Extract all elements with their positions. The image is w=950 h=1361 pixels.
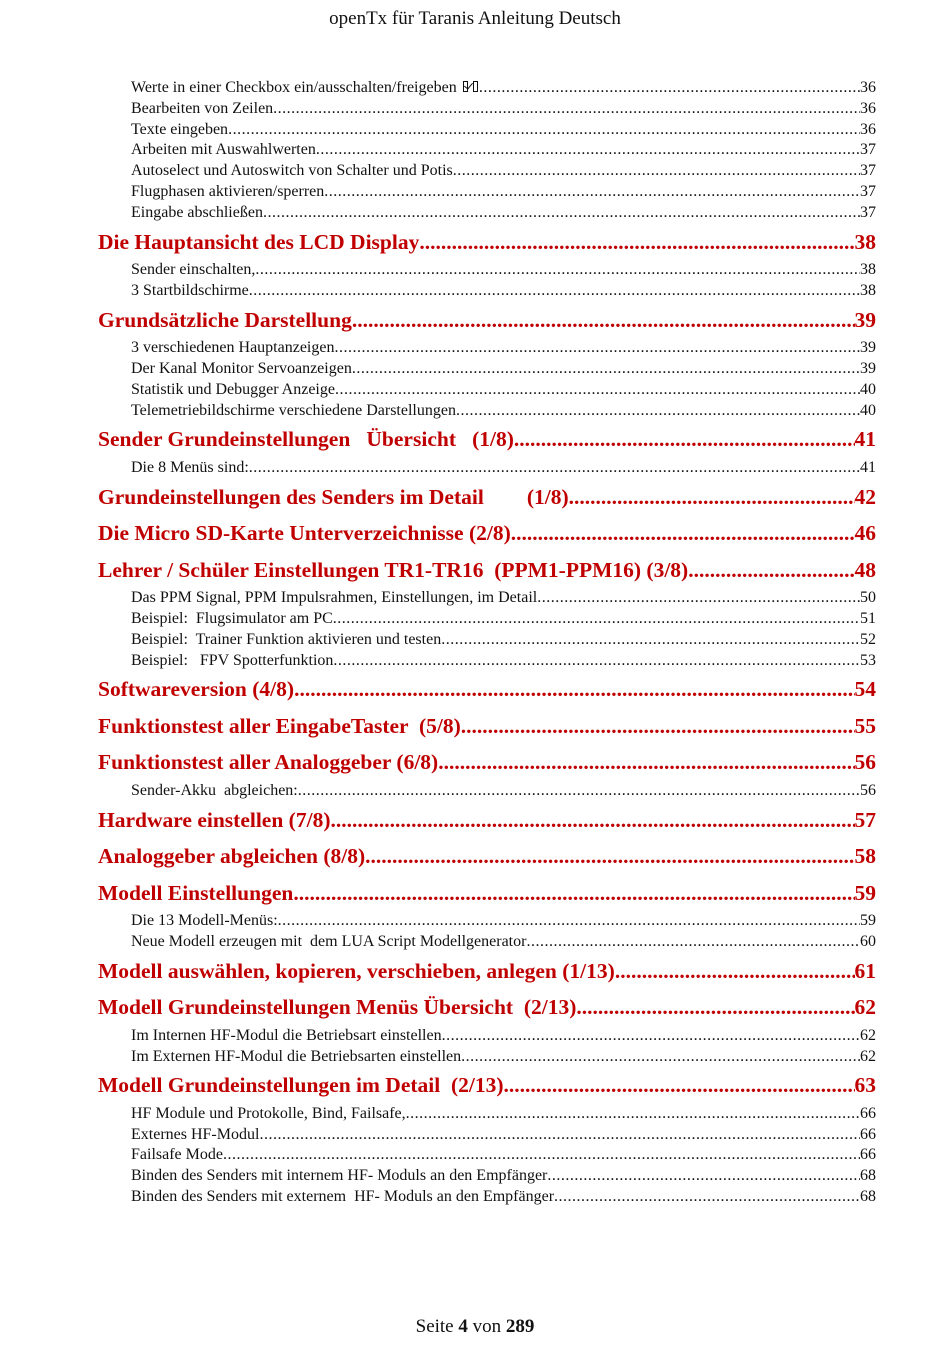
toc-entry-page: 39 — [860, 339, 876, 357]
toc-entry-page: 52 — [860, 630, 876, 648]
toc-leader — [569, 479, 855, 516]
toc-entry[interactable] — [131, 140, 876, 161]
toc-entry[interactable] — [131, 911, 876, 932]
page-footer — [0, 1316, 950, 1338]
toc-entry-page: 62 — [860, 1047, 876, 1065]
toc-entry[interactable] — [131, 161, 876, 182]
toc-chapter[interactable] — [98, 708, 876, 745]
toc-leader — [249, 281, 860, 302]
toc-chapter[interactable] — [98, 302, 876, 339]
toc-chapter-page: 58 — [854, 844, 876, 869]
toc-entry[interactable] — [131, 182, 876, 203]
toc-entry-page: 38 — [860, 281, 876, 299]
toc-entry-title: Die 13 Modell-Menüs: — [131, 912, 278, 930]
toc-leader — [419, 224, 854, 261]
toc-chapter-title: Analoggeber abgleichen (8/8) — [98, 844, 366, 869]
toc-leader — [526, 932, 860, 953]
toc-chapter[interactable] — [98, 875, 876, 912]
toc-entry[interactable] — [131, 203, 876, 224]
toc-leader — [316, 140, 860, 161]
toc-chapter-title: Lehrer / Schüler Einstellungen TR1-TR16 (PPM1-PPM16) (3/8) — [98, 557, 689, 582]
toc-chapter-page: 56 — [854, 750, 876, 775]
toc-entry-title: Bearbeiten von Zeilen — [131, 99, 274, 117]
toc-chapter-title: Grundeinstellungen des Senders im Detail (1/8) — [98, 484, 569, 509]
toc-entry-title: Binden des Senders mit externem HF- Moduls an den Empfänger — [131, 1188, 555, 1206]
toc-chapter-title: Modell Grundeinstellungen Menüs Übersicht (2/13) — [98, 995, 577, 1020]
toc-leader — [442, 1026, 860, 1047]
toc-entry-page: 40 — [860, 401, 876, 419]
toc-chapter-page: 41 — [854, 427, 876, 452]
toc-leader — [615, 953, 855, 990]
toc-entry[interactable] — [131, 651, 876, 672]
toc-chapter-page: 48 — [854, 557, 876, 582]
toc-chapter-page: 39 — [854, 307, 876, 332]
toc-entry[interactable] — [131, 120, 876, 141]
toc-leader — [333, 609, 860, 630]
toc-chapter-page: 61 — [854, 958, 876, 983]
toc-chapter[interactable] — [98, 1067, 876, 1104]
toc-leader — [273, 99, 860, 120]
toc-chapter[interactable] — [98, 421, 876, 458]
toc-chapter[interactable] — [98, 953, 876, 990]
toc-entry[interactable] — [131, 932, 876, 953]
toc-leader — [352, 302, 855, 339]
toc-entry-page: 36 — [860, 99, 876, 117]
toc-leader — [293, 875, 854, 912]
toc-leader — [335, 380, 860, 401]
toc-leader — [688, 552, 854, 589]
toc-entry-page: 37 — [860, 203, 876, 221]
toc-chapter[interactable] — [98, 515, 876, 552]
toc-entry-page: 51 — [860, 609, 876, 627]
toc-entry[interactable] — [131, 588, 876, 609]
toc-leader — [438, 744, 854, 781]
toc-entry-title: Werte in einer Checkbox ein/ausschalten/freigeben — [131, 79, 457, 96]
footer-page-number: 4 — [458, 1316, 468, 1337]
toc-entry[interactable] — [131, 458, 876, 479]
toc-entry-title: 3 Startbildschirme — [131, 281, 249, 299]
toc-leader — [352, 359, 860, 380]
toc-entry[interactable] — [131, 1047, 876, 1068]
toc-leader — [554, 1187, 860, 1208]
toc-entry[interactable] — [131, 338, 876, 359]
toc-entry[interactable] — [131, 380, 876, 401]
toc-entry-title: Texte eingeben — [131, 120, 229, 138]
toc-leader — [461, 1047, 860, 1068]
toc-leader — [406, 1104, 860, 1125]
toc-chapter[interactable] — [98, 671, 876, 708]
toc-leader — [255, 260, 860, 281]
toc-entry-page: 41 — [860, 458, 876, 476]
toc-leader — [537, 588, 860, 609]
toc-entry-title: Autoselect und Autoswitch von Schalter und Potis — [131, 162, 453, 180]
toc-entry-page: 36 — [859, 79, 876, 96]
toc-chapter[interactable] — [98, 802, 876, 839]
toc-leader — [453, 161, 860, 182]
toc-chapter-title: Hardware einstellen (7/8) — [98, 807, 331, 832]
toc-entry-title: Telemetriebildschirme verschiedene Darstellungen — [131, 401, 456, 419]
toc-entry-title: Der Kanal Monitor Servoanzeigen — [131, 359, 352, 377]
toc-entry-title: Statistik und Debugger Anzeige — [131, 380, 335, 398]
toc-chapter-title: Modell Grundeinstellungen im Detail (2/13) — [98, 1073, 504, 1098]
toc-chapter-page: 42 — [854, 484, 876, 509]
toc-entry[interactable] — [131, 1145, 876, 1166]
toc-leader — [547, 1166, 860, 1187]
toc-entry-title: Im Internen HF-Modul die Betriebsart einstellen — [131, 1026, 442, 1044]
table-of-contents — [98, 78, 876, 1208]
toc-chapter-title: Grundsätzliche Darstellung — [98, 307, 352, 332]
toc-leader — [479, 78, 860, 99]
toc-chapter[interactable] — [98, 479, 876, 516]
toc-entry-title: Neue Modell erzeugen mit dem LUA Script Modellgenerator — [131, 932, 527, 950]
toc-entry[interactable] — [131, 1125, 876, 1146]
toc-entry-page: 66 — [860, 1104, 876, 1122]
toc-chapter-page: 46 — [854, 521, 876, 546]
toc-leader — [223, 1145, 860, 1166]
toc-entry-page: 37 — [860, 182, 876, 200]
toc-leader — [461, 708, 855, 745]
toc-leader — [514, 421, 855, 458]
toc-entry-title: Sender einschalten, — [131, 261, 256, 279]
toc-chapter-page: 38 — [854, 229, 876, 254]
toc-entry-title: Flugphasen aktivieren/sperren — [131, 182, 325, 200]
toc-chapter-page: 57 — [854, 807, 876, 832]
toc-entry-page: 68 — [860, 1188, 876, 1206]
toc-entry[interactable] — [131, 630, 876, 651]
toc-leader — [249, 458, 860, 479]
toc-entry-title: Externes HF-Modul — [131, 1125, 260, 1143]
toc-chapter[interactable] — [98, 552, 876, 589]
toc-entry[interactable] — [131, 281, 876, 302]
toc-entry-title: Binden des Senders mit internem HF- Moduls an den Empfänger — [131, 1167, 548, 1185]
toc-entry-title: Die 8 Menüs sind: — [131, 458, 249, 476]
toc-entry[interactable] — [131, 1104, 876, 1125]
toc-entry[interactable] — [131, 99, 876, 120]
toc-entry-page: 53 — [860, 651, 876, 669]
toc-chapter-page: 62 — [854, 995, 876, 1020]
toc-entry-title: Beispiel: Flugsimulator am PC — [131, 609, 333, 627]
checkbox-empty-icon — [473, 81, 478, 92]
toc-leader — [278, 911, 860, 932]
toc-entry-title: Beispiel: FPV Spotterfunktion — [131, 651, 334, 669]
toc-entry-page: 36 — [860, 120, 876, 138]
toc-entry[interactable] — [131, 359, 876, 380]
footer-prefix: Seite — [415, 1316, 454, 1337]
toc-leader — [504, 1067, 855, 1104]
toc-entry-title: Sender-Akku abgleichen: — [131, 781, 298, 799]
footer-mid: von — [472, 1316, 502, 1337]
toc-entry-title: 3 verschiedenen Hauptanzeigen — [131, 339, 335, 357]
toc-entry[interactable] — [131, 781, 876, 802]
toc-chapter[interactable] — [98, 224, 876, 261]
toc-leader — [511, 515, 855, 552]
toc-entry-page: 60 — [860, 932, 876, 950]
toc-entry-page: 66 — [860, 1125, 876, 1143]
toc-entry-title: Failsafe Mode — [131, 1146, 223, 1164]
toc-entry-page: 39 — [860, 359, 876, 377]
toc-entry-page: 50 — [860, 589, 876, 607]
toc-chapter[interactable] — [98, 838, 876, 875]
toc-entry-page: 59 — [860, 912, 876, 930]
toc-chapter-page: 55 — [854, 713, 876, 738]
toc-chapter-title: Modell auswählen, kopieren, verschieben, anlegen (1/13) — [98, 958, 615, 983]
toc-leader — [330, 802, 854, 839]
toc-leader — [263, 203, 860, 224]
toc-entry[interactable] — [131, 78, 876, 99]
toc-leader — [259, 1125, 860, 1146]
toc-chapter-title: Softwareversion (4/8) — [98, 677, 295, 702]
toc-chapter[interactable] — [98, 744, 876, 781]
toc-leader — [441, 630, 860, 651]
toc-leader — [365, 838, 854, 875]
toc-entry-title: Im Externen HF-Modul die Betriebsarten einstellen — [131, 1047, 462, 1065]
toc-entry[interactable] — [131, 1187, 876, 1208]
toc-leader — [228, 120, 860, 141]
toc-leader — [576, 989, 854, 1026]
toc-leader — [334, 338, 860, 359]
toc-entry[interactable] — [131, 1166, 876, 1187]
toc-chapter-title: Die Micro SD-Karte Unterverzeichnisse (2/8) — [98, 521, 511, 546]
toc-entry[interactable] — [131, 609, 876, 630]
toc-entry[interactable] — [131, 1026, 876, 1047]
toc-leader — [298, 781, 860, 802]
toc-chapter-title: Sender Grundeinstellungen Übersicht (1/8) — [98, 427, 514, 452]
toc-entry-page: 37 — [860, 141, 876, 159]
toc-entry-title: Beispiel: Trainer Funktion aktivieren und testen — [131, 630, 442, 648]
toc-chapter-page: 54 — [854, 677, 876, 702]
toc-chapter[interactable] — [98, 989, 876, 1026]
toc-entry-page: 62 — [860, 1026, 876, 1044]
toc-entry[interactable] — [131, 401, 876, 422]
toc-chapter-title: Funktionstest aller Analoggeber (6/8) — [98, 750, 439, 775]
toc-entry-title: Das PPM Signal, PPM Impulsrahmen, Einstellungen, im Detail — [131, 589, 538, 607]
toc-chapter-title: Die Hauptansicht des LCD Display — [98, 229, 420, 254]
toc-entry-title: HF Module und Protokolle, Bind, Failsafe, — [131, 1104, 406, 1122]
checkbox-checked-icon — [463, 81, 468, 92]
toc-entry-page: 37 — [860, 162, 876, 180]
toc-entry-title: Eingabe abschließen — [131, 203, 263, 221]
toc-leader — [333, 651, 860, 672]
toc-leader — [294, 671, 854, 708]
toc-chapter-page: 63 — [854, 1073, 876, 1098]
toc-entry-page: 66 — [860, 1146, 876, 1164]
toc-leader — [324, 182, 860, 203]
toc-entry-page: 40 — [860, 380, 876, 398]
toc-entry-page: 56 — [860, 781, 876, 799]
footer-total-pages: 289 — [505, 1316, 535, 1337]
toc-leader — [456, 401, 860, 422]
toc-chapter-title: Modell Einstellungen — [98, 880, 294, 905]
toc-entry[interactable] — [131, 260, 876, 281]
toc-entry-title: Arbeiten mit Auswahlwerten — [131, 141, 316, 159]
toc-chapter-title: Funktionstest aller EingabeTaster (5/8) — [98, 713, 461, 738]
page-header: openTx für Taranis Anleitung Deutsch — [329, 8, 621, 29]
toc-entry-page: 68 — [860, 1167, 876, 1185]
toc-entry-page: 38 — [860, 261, 876, 279]
toc-chapter-page: 59 — [854, 880, 876, 905]
